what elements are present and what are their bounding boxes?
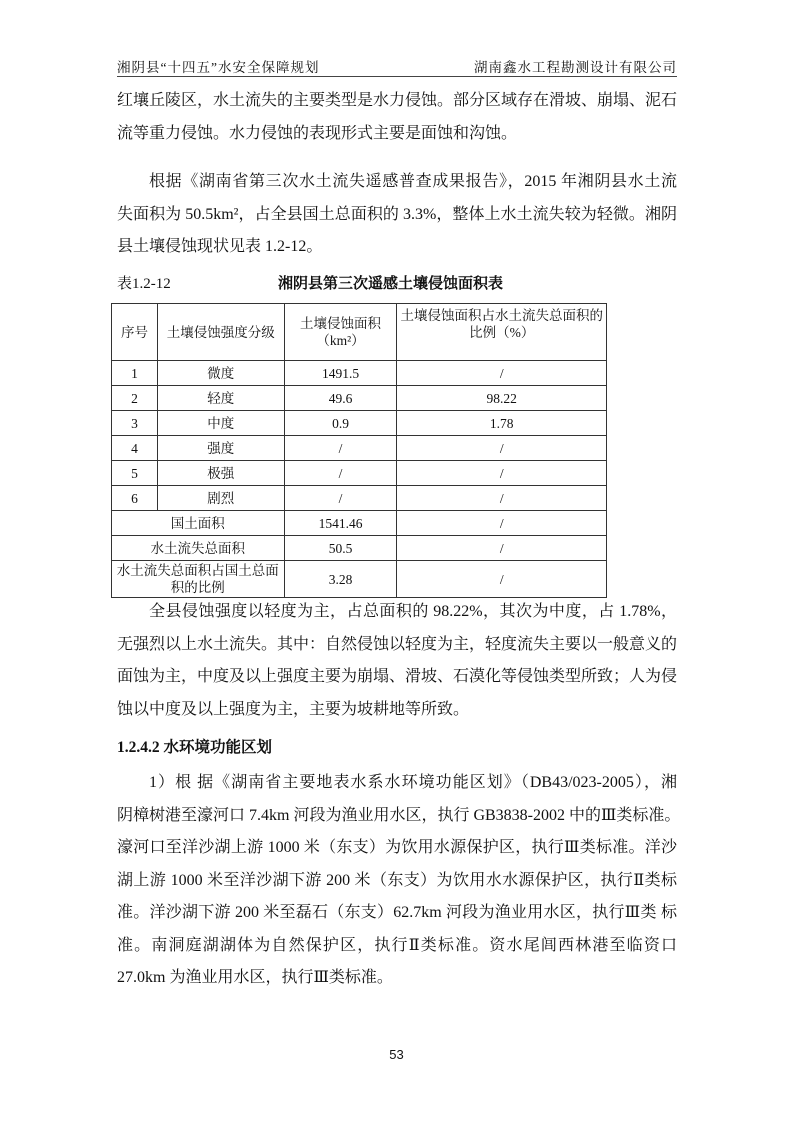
table-cell: 极强 bbox=[157, 461, 284, 486]
table-cell: / bbox=[397, 486, 607, 511]
header-company: 湖南鑫水工程勘测设计有限公司 bbox=[474, 60, 677, 75]
paragraph-4 bbox=[117, 767, 681, 995]
table-cell: 水土流失总面积 bbox=[112, 536, 285, 561]
text-line: 准。洋沙湖下游 200 米至磊石（东支）62.7km 河段为渔业用水区，执行Ⅲ类 标 bbox=[117, 904, 677, 921]
text-line: 27.0km 为渔业用水区，执行Ⅲ类标准。 bbox=[117, 969, 393, 986]
table-header-row bbox=[112, 304, 607, 361]
table-row bbox=[112, 436, 607, 461]
text-line: 根据《湖南省第三次水土流失遥感普查成果报告》，2015 年湘阴县水土流 bbox=[149, 173, 677, 190]
table-summary-row bbox=[112, 561, 607, 598]
text-line: 阴樟树港至濠河口 7.4km 河段为渔业用水区，执行 GB3838-2002 中的Ⅲ类标准。 bbox=[117, 806, 681, 824]
table-cell: 中度 bbox=[157, 411, 284, 436]
table-row bbox=[112, 361, 607, 386]
table-cell: / bbox=[284, 461, 397, 486]
table-cell: 0.9 bbox=[284, 411, 397, 436]
table-cell: 土壤侵蚀面积（km²） bbox=[284, 304, 397, 361]
table-cell: 土壤侵蚀面积占水土流失总面积的比例（%） bbox=[397, 304, 607, 361]
table-row bbox=[112, 461, 607, 486]
table-cell: 1491.5 bbox=[284, 361, 397, 386]
table-cell: 49.6 bbox=[284, 386, 397, 411]
section-heading: 1.2.4.2 水环境功能区划 bbox=[117, 739, 273, 756]
table-row bbox=[112, 411, 607, 436]
text-line: 1）根 据《湖南省主要地表水系水环境功能区划》（DB43/023-2005），湘 bbox=[149, 774, 677, 791]
table-cell: 3 bbox=[112, 411, 158, 436]
text-line: 红壤丘陵区，水土流失的主要类型是水力侵蚀。部分区域存在滑坡、崩塌、泥石 bbox=[117, 92, 678, 109]
table-cell: 序号 bbox=[112, 304, 158, 361]
table-cell: / bbox=[397, 361, 607, 386]
paragraph-2 bbox=[117, 166, 677, 264]
table-number: 表1.2-12 bbox=[117, 276, 171, 292]
table-cell: 5 bbox=[112, 461, 158, 486]
table-cell: 4 bbox=[112, 436, 158, 461]
text-line: 县土壤侵蚀现状见表 1.2-12。 bbox=[117, 238, 323, 255]
table-cell: / bbox=[284, 436, 397, 461]
table-cell: 土壤侵蚀强度分级 bbox=[157, 304, 284, 361]
erosion-table bbox=[111, 303, 607, 598]
table-cell: 6 bbox=[112, 486, 158, 511]
text-line: 无强烈以上水土流失。其中：自然侵蚀以轻度为主，轻度流失主要以一般意义的 bbox=[117, 635, 678, 653]
table-cell: / bbox=[397, 436, 607, 461]
table-row bbox=[112, 386, 607, 411]
table-cell: 50.5 bbox=[284, 536, 397, 561]
table-cell: / bbox=[397, 511, 607, 536]
table-summary-row bbox=[112, 511, 607, 536]
table-cell: 98.22 bbox=[397, 386, 607, 411]
paragraph-1 bbox=[117, 85, 677, 150]
table-cell: 轻度 bbox=[157, 386, 284, 411]
text-line: 濠河口至洋沙湖上游 1000 米（东支）为饮用水源保护区，执行Ⅲ类标准。洋沙 bbox=[117, 839, 677, 856]
table-cell: / bbox=[397, 461, 607, 486]
table-cell: 强度 bbox=[157, 436, 284, 461]
table-title: 湘阴县第三次遥感土壤侵蚀面积表 bbox=[278, 276, 504, 292]
header-rule bbox=[117, 76, 677, 77]
table-cell: 3.28 bbox=[284, 561, 397, 598]
text-line: 全县侵蚀强度以轻度为主，占总面积的 98.22%，其次为中度，占 1.78%， bbox=[149, 603, 677, 620]
table-cell: 水土流失总面积占国土总面积的比例 bbox=[112, 561, 285, 598]
text-line: 流等重力侵蚀。水力侵蚀的表现形式主要是面蚀和沟蚀。 bbox=[117, 124, 518, 142]
paragraph-3 bbox=[117, 596, 677, 726]
text-line: 面蚀为主，中度及以上强度主要为崩塌、滑坡、石漠化等侵蚀类型所致；人为侵 bbox=[117, 668, 678, 685]
table-cell: / bbox=[284, 486, 397, 511]
text-line: 失面积为 50.5km²，占全县国土总面积的 3.3%，整体上水土流失较为轻微。湘阴 bbox=[117, 205, 677, 223]
text-line: 蚀以中度及以上强度为主，主要为坡耕地等所致。 bbox=[117, 700, 470, 718]
table-cell: / bbox=[397, 561, 607, 598]
table-cell: / bbox=[397, 536, 607, 561]
table-cell: 2 bbox=[112, 386, 158, 411]
table-summary-row bbox=[112, 536, 607, 561]
text-line: 湖上游 1000 米至洋沙湖下游 200 米（东支）为饮用水水源保护区，执行Ⅱ类标 bbox=[117, 871, 677, 889]
table-cell: 国土面积 bbox=[112, 511, 285, 536]
table-cell: 1 bbox=[112, 361, 158, 386]
text-line: 准。南洞庭湖湖体为自然保护区，执行Ⅱ类标准。资水尾闾西林港至临资口 bbox=[117, 936, 677, 954]
header-title: 湘阴县“十四五”水安全保障规划 bbox=[117, 60, 320, 75]
table-cell: 微度 bbox=[157, 361, 284, 386]
table-cell: 1.78 bbox=[397, 411, 607, 436]
table-cell: 剧烈 bbox=[157, 486, 284, 511]
table-row bbox=[112, 486, 607, 511]
table-cell: 1541.46 bbox=[284, 511, 397, 536]
page-number: 53 bbox=[389, 1047, 404, 1062]
